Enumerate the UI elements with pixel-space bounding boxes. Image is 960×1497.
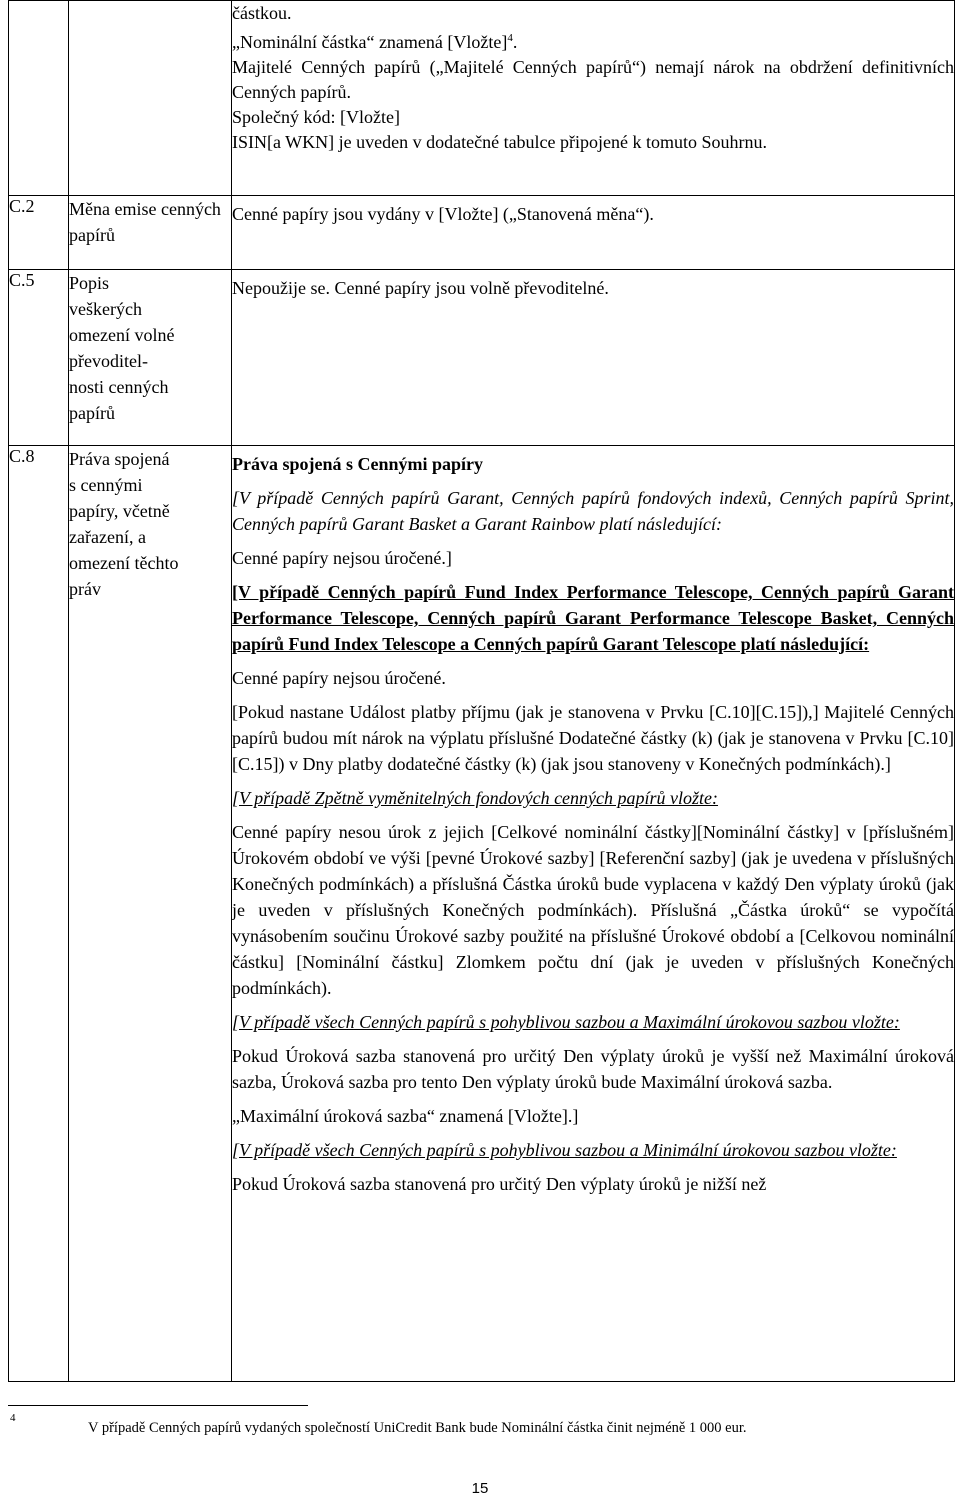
text-line: Majitelé Cenných papírů („Majitelé Cenných papírů“) nemají nárok na obdržení definitivních Cenných papírů.	[232, 57, 954, 102]
footnote-text: V případě Cenných papírů vydaných společností UniCredit Bank bude Nominální částka činit nejméně 1 000 eur.	[88, 1420, 747, 1436]
footnote-number: 4	[10, 1412, 16, 1424]
section-heading: Práva spojená s Cennými papíry	[232, 454, 484, 474]
footnote-separator	[8, 1405, 308, 1406]
table-row	[9, 1, 955, 196]
text-line: částkou.	[232, 3, 292, 23]
table-row-c8	[9, 446, 955, 1382]
text-line: Společný kód: [Vložte]	[232, 107, 400, 127]
paragraph: [V případě Zpětně vyměnitelných fondových cenných papírů vložte:	[232, 788, 719, 808]
paragraph: [Pokud nastane Událost platby příjmu (jak je stanovena v Prvku [C.10][C.15]),] Majitelé Cenných papírů budou mít nárok na výplatu příslušné Dodatečné částky (k) (jak je stanovena v Prvku [C.10][C.15]) v Dny platby dodatečné částky (k) (jak jsou stanoveny v Konečných podmínkách).]	[232, 702, 954, 774]
page-number: 15	[471, 1480, 489, 1497]
paragraph: Cenné papíry nejsou úročené.	[232, 668, 446, 688]
paragraph: Cenné papíry nesou úrok z jejich [Celkové nominální částky][Nominální částky] v [příslušném] Úrokovém období ve výši [pevné Úrokové sazby] [Referenční sazby] (jak je uvedena v příslušných Konečných podmínkách) a příslušná Částka úroků bude vyplacena v každý Den výplaty úroků (jak je uveden v příslušných Konečných podmínkách). Příslušná „Částka úroků“ se vypočítá vynásobením součinu Úrokové sazby použité na příslušné Úrokové období a [Celkovou nominální částku] [Nominální částku] Zlomkem počtu dní (jak je uveden v příslušných Konečných podmínkách).	[232, 822, 954, 998]
footnote-ref: 4	[507, 32, 513, 44]
nominal-amount-definition: „Nominální částka“ znamená [Vložte]$^4$.	[232, 32, 518, 52]
text-line: ISIN[a WKN] je uveden v dodatečné tabulce připojené k tomuto Souhrnu.	[232, 132, 768, 152]
paragraph: [V případě všech Cenných papírů s pohyblivou sazbou a Maximální úrokovou sazbou vložte:	[232, 1012, 900, 1032]
paragraph: Cenné papíry nejsou úročené.]	[232, 548, 452, 568]
element-id: C.5	[9, 270, 69, 446]
element-label: Práva spojená s cennými papíry, včetně zařazení, a omezení těchto práv	[69, 446, 232, 1382]
summary-table	[8, 0, 955, 1382]
element-body: Nepoužije se. Cenné papíry jsou volně převoditelné.	[232, 270, 955, 446]
element-label: Popis veškerých omezení volné převoditel- nosti cenných papírů	[69, 270, 232, 446]
table-row-c2	[9, 196, 955, 270]
element-id: C.8	[9, 446, 69, 1382]
paragraph: „Maximální úroková sazba“ znamená [Vložte].]	[232, 1106, 579, 1126]
paragraph: [V případě Cenných papírů Fund Index Performance Telescope, Cenných papírů Garant Performance Telescope, Cenných papírů Garant Performance Telescope Basket, Cenných papírů Fund Index Telescope a Cenných papírů Garant Telescope platí následující:	[232, 582, 954, 654]
element-label: Měna emise cenných papírů	[69, 196, 232, 270]
paragraph: [V případě všech Cenných papírů s pohyblivou sazbou a Minimální úrokovou sazbou vložte:	[232, 1140, 897, 1160]
element-body: Cenné papíry jsou vydány v [Vložte] („Stanovená měna“).	[232, 196, 955, 270]
table-row-c5	[9, 270, 955, 446]
paragraph: [V případě Cenných papírů Garant, Cenných papírů fondových indexů, Cenných papírů Sprint, Cenných papírů Garant Basket a Garant Rainbow platí následující:	[232, 488, 954, 534]
paragraph: Pokud Úroková sazba stanovená pro určitý Den výplaty úroků je nižší než	[232, 1174, 767, 1194]
paragraph: Pokud Úroková sazba stanovená pro určitý Den výplaty úroků je vyšší než Maximální úroková sazba, Úroková sazba pro tento Den výplaty úroků bude Maximální úroková sazba.	[232, 1046, 954, 1092]
element-id: C.2	[9, 196, 69, 270]
